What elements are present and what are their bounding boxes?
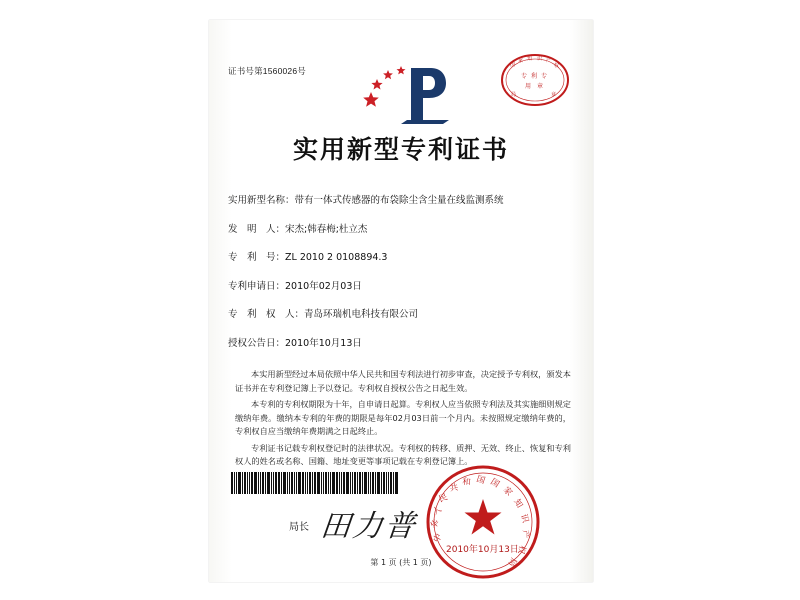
field-label: 专利申请日： [228,280,286,292]
field-label: 专 利 权 人： [228,309,305,320]
svg-text:家: 家 [518,58,524,64]
svg-text:权: 权 [515,544,527,555]
field-label: 发 明 人： [228,223,286,235]
seal-date: 2010年10月13日 [446,545,519,555]
svg-text:章: 章 [537,83,544,90]
svg-text:利: 利 [531,73,538,80]
svg-text:产: 产 [546,58,552,64]
signature-label: 局长 [289,522,309,533]
field-value: 青岛环瑞机电科技有限公司 [304,309,419,320]
svg-text:用: 用 [525,83,532,90]
svg-text:人: 人 [431,504,444,518]
svg-text:识: 识 [518,513,531,525]
svg-text:和: 和 [461,477,472,488]
signature-name: 田力普 [318,509,419,544]
sipo-logo-icon [357,62,449,124]
certificate-number: 证书号第1560026号 [228,66,306,76]
svg-text:局: 局 [505,555,519,568]
field-label: 授权公告日： [228,337,286,349]
svg-text:局: 局 [511,92,517,98]
svg-text:国: 国 [488,477,501,491]
field-row [228,335,576,349]
svg-text:知: 知 [511,497,525,510]
body-paragraph: 本实用新型经过本局依照中华人民共和国专利法进行初步审查，决定授予专利权，颁发本证书并在专利登记簿上予以登记。专利权自授权公告之日起生效。 [235,369,571,393]
barcode [231,472,419,494]
svg-text:专: 专 [541,73,548,80]
svg-text:民: 民 [437,492,450,505]
svg-text:国: 国 [475,474,487,487]
certificate-body [235,368,571,472]
field-row [228,221,576,235]
page-footer: 第 1 页 (共 1 页) [370,558,432,567]
field-value: 2010年02月03日 [285,280,362,292]
certificate-fields [228,192,576,363]
page-title: 实用新型专利证书 [292,135,509,164]
field-value: 2010年10月13日 [285,337,362,349]
svg-text:权: 权 [554,63,560,69]
svg-text:识: 识 [537,56,543,62]
field-value: 带有一体式传感器的布袋除尘含尘量在线监测系统 [294,195,504,206]
svg-text:中: 中 [431,532,445,545]
field-row [228,192,576,206]
body-paragraph: 专利证书记载专利权登记时的法律状况。专利权的转移、质押、无效、终止、恢复和专利权人的姓名或名称、国籍、地址变更等事项记载在专利登记簿上。 [235,442,571,467]
field-label: 专 利 号： [228,252,286,263]
svg-text:共: 共 [449,482,459,494]
svg-text:专: 专 [521,73,528,80]
patent-certificate [209,20,593,582]
svg-text:章: 章 [551,92,557,98]
field-value: 宋杰;韩春梅;杜立杰 [285,223,368,235]
svg-text:知: 知 [527,56,533,62]
top-right-seal [499,52,571,108]
svg-text:国: 国 [510,62,516,68]
svg-text:产: 产 [520,529,531,539]
field-row [228,306,576,320]
svg-text:华: 华 [428,517,442,532]
field-value: ZL 2010 2 0108894.3 [285,252,388,263]
field-row [228,278,576,292]
field-label: 实用新型名称： [228,195,295,206]
svg-text:家: 家 [500,485,514,499]
body-paragraph: 本专利的专利权期限为十年，自申请日起算。专利权人应当依照专利法及其实施细则规定缴纳年费。缴纳本专利的年费的期限是每年02月03日前一个月内。未按照规定缴纳年费的，专利权自应当缴纳年费期满之日起终止。 [235,399,571,437]
field-row [228,249,576,263]
